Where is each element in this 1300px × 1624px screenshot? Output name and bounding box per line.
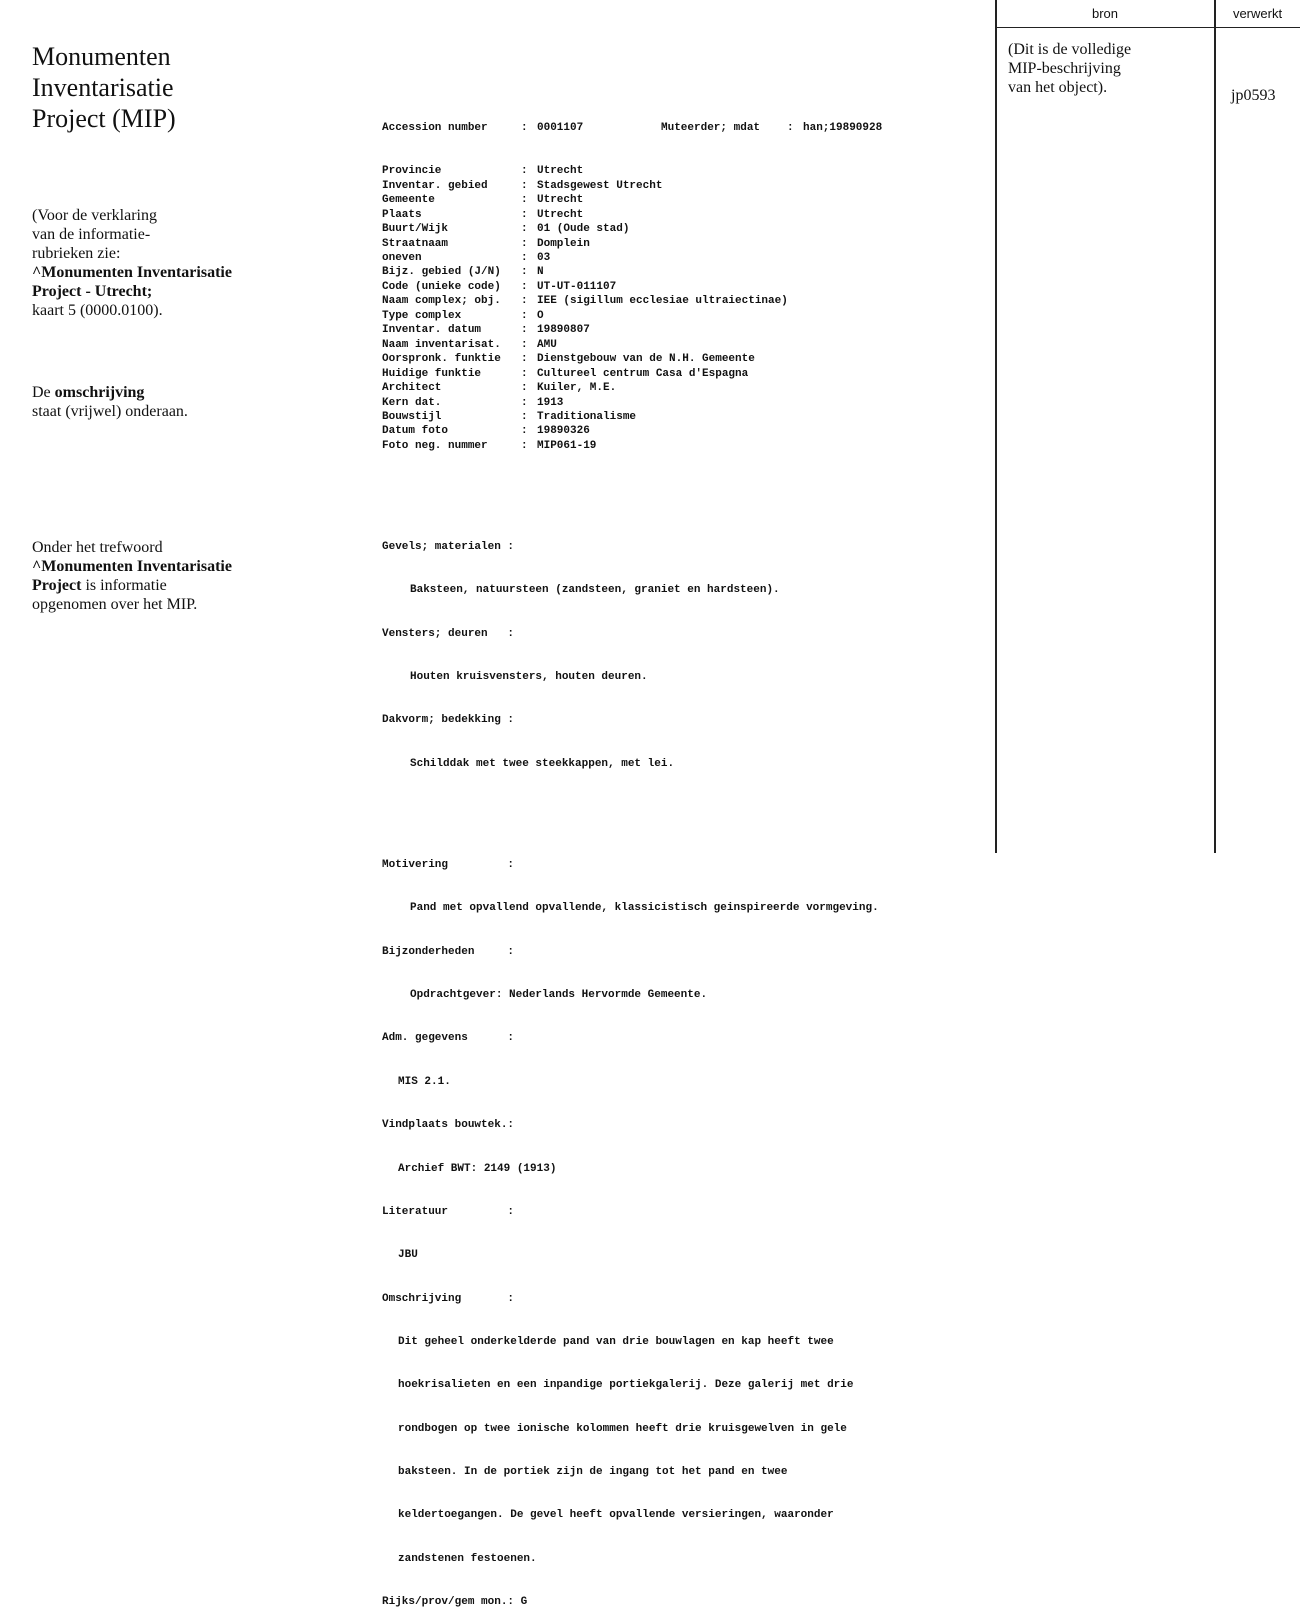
record-field-row: Datum foto : 19890326 (382, 425, 590, 438)
field-label: oneven (382, 251, 422, 264)
field-label: Bijzonderheden : (382, 945, 515, 958)
field-value: IEE (sigillum ecclesiae ultraiectinae) (537, 295, 788, 308)
field-label: Literatuur : (382, 1205, 515, 1218)
record-field-row: Buurt/Wijk : 01 (Oude stad) (382, 223, 630, 236)
field-value: Opdrachtgever: Nederlands Hervormde Gemeente. (410, 989, 708, 1002)
field-value: Schilddak met twee steekkappen, met lei. (410, 757, 675, 770)
note-line: (Voor de verklaring (32, 207, 157, 224)
note-line: De omschrijving (32, 384, 145, 401)
field-value: Utrecht (537, 208, 584, 221)
field-value: AMU (537, 338, 557, 351)
field-label: Gevels; materialen : (382, 541, 515, 554)
field-label: Omschrijving : (382, 1292, 515, 1305)
field-label: Naam inventarisat. (382, 338, 501, 351)
bron-line: van het object). (1008, 79, 1108, 96)
record-field-row: Foto neg. nummer : MIP061-19 (382, 439, 597, 452)
field-value: Utrecht (537, 165, 584, 178)
field-label: Bouwstijl (382, 410, 442, 423)
accession-row: Accession number : 0001107 Muteerder; mdat : han;19890928 (382, 121, 883, 134)
field-label: Naam complex; obj. (382, 295, 501, 308)
field-value: MIP061-19 (537, 439, 597, 452)
field-value: JBU (398, 1249, 418, 1262)
omschrijving-line: rondbogen op twee ionische kolommen heeft drie kruisgewelven in gele (398, 1422, 847, 1435)
field-value: 1913 (537, 396, 564, 409)
field-value: Houten kruisvensters, houten deuren. (410, 671, 648, 684)
omschrijving-line: baksteen. In de portiek zijn de ingang tot het pand en twee (398, 1466, 788, 1479)
field-label: Straatnaam (382, 237, 449, 250)
record-field-row: Gemeente : Utrecht (382, 194, 584, 207)
field-label: Code (unieke code) (382, 280, 501, 293)
table-header-rule (995, 27, 1300, 28)
field-value: O (537, 309, 544, 322)
field-label: Datum foto (382, 425, 449, 438)
note-reference: ^Monumenten Inventarisatie (32, 558, 232, 575)
field-label: Architect (382, 382, 442, 395)
record-field-row: Type complex : O (382, 309, 544, 322)
record-field-row: Naam complex; obj. : IEE (sigillum ecclesiae ultraiectinae) (382, 295, 788, 308)
field-value: 19890807 (537, 324, 590, 337)
field-value: Domplein (537, 237, 590, 250)
record-field-row: Kern dat. : 1913 (382, 396, 564, 409)
column-header-bron: bron (1091, 6, 1119, 21)
field-label: Plaats (382, 208, 422, 221)
record-field-row: Provincie : Utrecht (382, 165, 584, 178)
table-rule-right (1214, 0, 1216, 853)
title-line: Inventarisatie (32, 73, 174, 102)
field-value: N (537, 266, 544, 279)
record-field-row: Architect : Kuiler, M.E. (382, 382, 617, 395)
record-fields (382, 164, 982, 453)
field-value: 03 (537, 251, 551, 264)
field-value: Stadsgewest Utrecht (537, 179, 663, 192)
field-label: Inventar. gebied (382, 179, 488, 192)
bron-cell (1008, 40, 1208, 97)
record-field-row: Plaats : Utrecht (382, 208, 584, 221)
record-field-row: Oorspronk. funktie : Dienstgebouw van de N.H. Gemeente (382, 353, 755, 366)
record-field-row: Bouwstijl : Traditionalisme (382, 410, 637, 423)
field-label: Vensters; deuren : (382, 627, 515, 640)
bron-line: MIP-beschrijving (1008, 60, 1121, 77)
field-label: Provincie (382, 165, 442, 178)
field-label: Adm. gegevens : (382, 1032, 515, 1045)
field-value: Kuiler, M.E. (537, 382, 617, 395)
note-line: staat (vrijwel) onderaan. (32, 403, 188, 420)
field-label: Motivering : (382, 858, 515, 871)
field-label: Inventar. datum (382, 324, 482, 337)
field-label: Oorspronk. funktie (382, 353, 501, 366)
field-value: Traditionalisme (537, 410, 637, 423)
field-value: 19890326 (537, 425, 590, 438)
field-value: 01 (Oude stad) (537, 223, 630, 236)
record-field-row: Naam inventarisat. : AMU (382, 338, 557, 351)
field-value: Cultureel centrum Casa d'Espagna (537, 367, 749, 380)
field-value: MIS 2.1. (398, 1075, 451, 1088)
note-reference: ^Monumenten Inventarisatie (32, 264, 232, 281)
verwerkt-cell: jp0593 (1231, 87, 1276, 104)
note-reference: Project - Utrecht; (32, 283, 153, 300)
omschrijving-line: zandstenen festoenen. (398, 1552, 537, 1565)
record-field-row: oneven : 03 (382, 251, 551, 264)
field-label: Type complex (382, 309, 462, 322)
omschrijving-line: hoekrisalieten en een inpandige portiekgalerij. Deze galerij met drie (398, 1379, 854, 1392)
mip-record (382, 92, 982, 1624)
field-value: Dienstgebouw van de N.H. Gemeente (537, 353, 755, 366)
field-label: Buurt/Wijk (382, 223, 449, 236)
omschrijving-line: keldertoegangen. De gevel heeft opvallende versieringen, waaronder (398, 1509, 834, 1522)
field-label: Huidige funktie (382, 367, 482, 380)
field-label: Kern dat. (382, 396, 442, 409)
record-field-row: Huidige funktie : Cultureel centrum Casa d'Espagna (382, 367, 749, 380)
record-field-row: Straatnaam : Domplein (382, 237, 590, 250)
record-field-row: Code (unieke code) : UT-UT-011107 (382, 280, 617, 293)
table-rule-left (995, 0, 997, 853)
field-value: Archief BWT: 2149 (1913) (398, 1162, 557, 1175)
note-line: van de informatie- (32, 226, 151, 243)
field-label: Gemeente (382, 194, 435, 207)
field-value: Pand met opvallend opvallende, klassicistisch geinspireerde vormgeving. (410, 902, 879, 915)
explanation-note (32, 206, 282, 320)
field-label: Foto neg. nummer (382, 439, 488, 452)
rijks-row: Rijks/prov/gem mon.: G (382, 1596, 528, 1609)
keyword-note (32, 538, 282, 614)
field-label: Dakvorm; bedekking : (382, 714, 515, 727)
field-value: Utrecht (537, 194, 584, 207)
note-line: rubrieken zie: (32, 245, 121, 262)
title-line: Project (MIP) (32, 104, 176, 133)
record-field-row: Bijz. gebied (J/N) : N (382, 266, 544, 279)
field-value: UT-UT-011107 (537, 280, 617, 293)
title-line: Monumenten (32, 42, 171, 71)
field-label: Bijz. gebied (J/N) (382, 266, 501, 279)
bron-line: (Dit is de volledige (1008, 41, 1132, 58)
note-line: kaart 5 (0000.0100). (32, 302, 163, 319)
page-title (32, 41, 292, 134)
note-line: opgenomen over het MIP. (32, 596, 198, 613)
note-line: Project is informatie (32, 577, 167, 594)
description-note (32, 383, 282, 421)
field-label: Vindplaats bouwtek.: (382, 1119, 515, 1132)
note-line: Onder het trefwoord (32, 539, 163, 556)
record-field-row: Inventar. datum : 19890807 (382, 324, 590, 337)
record-field-row: Inventar. gebied : Stadsgewest Utrecht (382, 179, 663, 192)
omschrijving-line: Dit geheel onderkelderde pand van drie bouwlagen en kap heeft twee (398, 1335, 834, 1348)
field-value: Baksteen, natuursteen (zandsteen, graniet en hardsteen). (410, 584, 780, 597)
column-header-verwerkt: verwerkt (1232, 6, 1283, 21)
